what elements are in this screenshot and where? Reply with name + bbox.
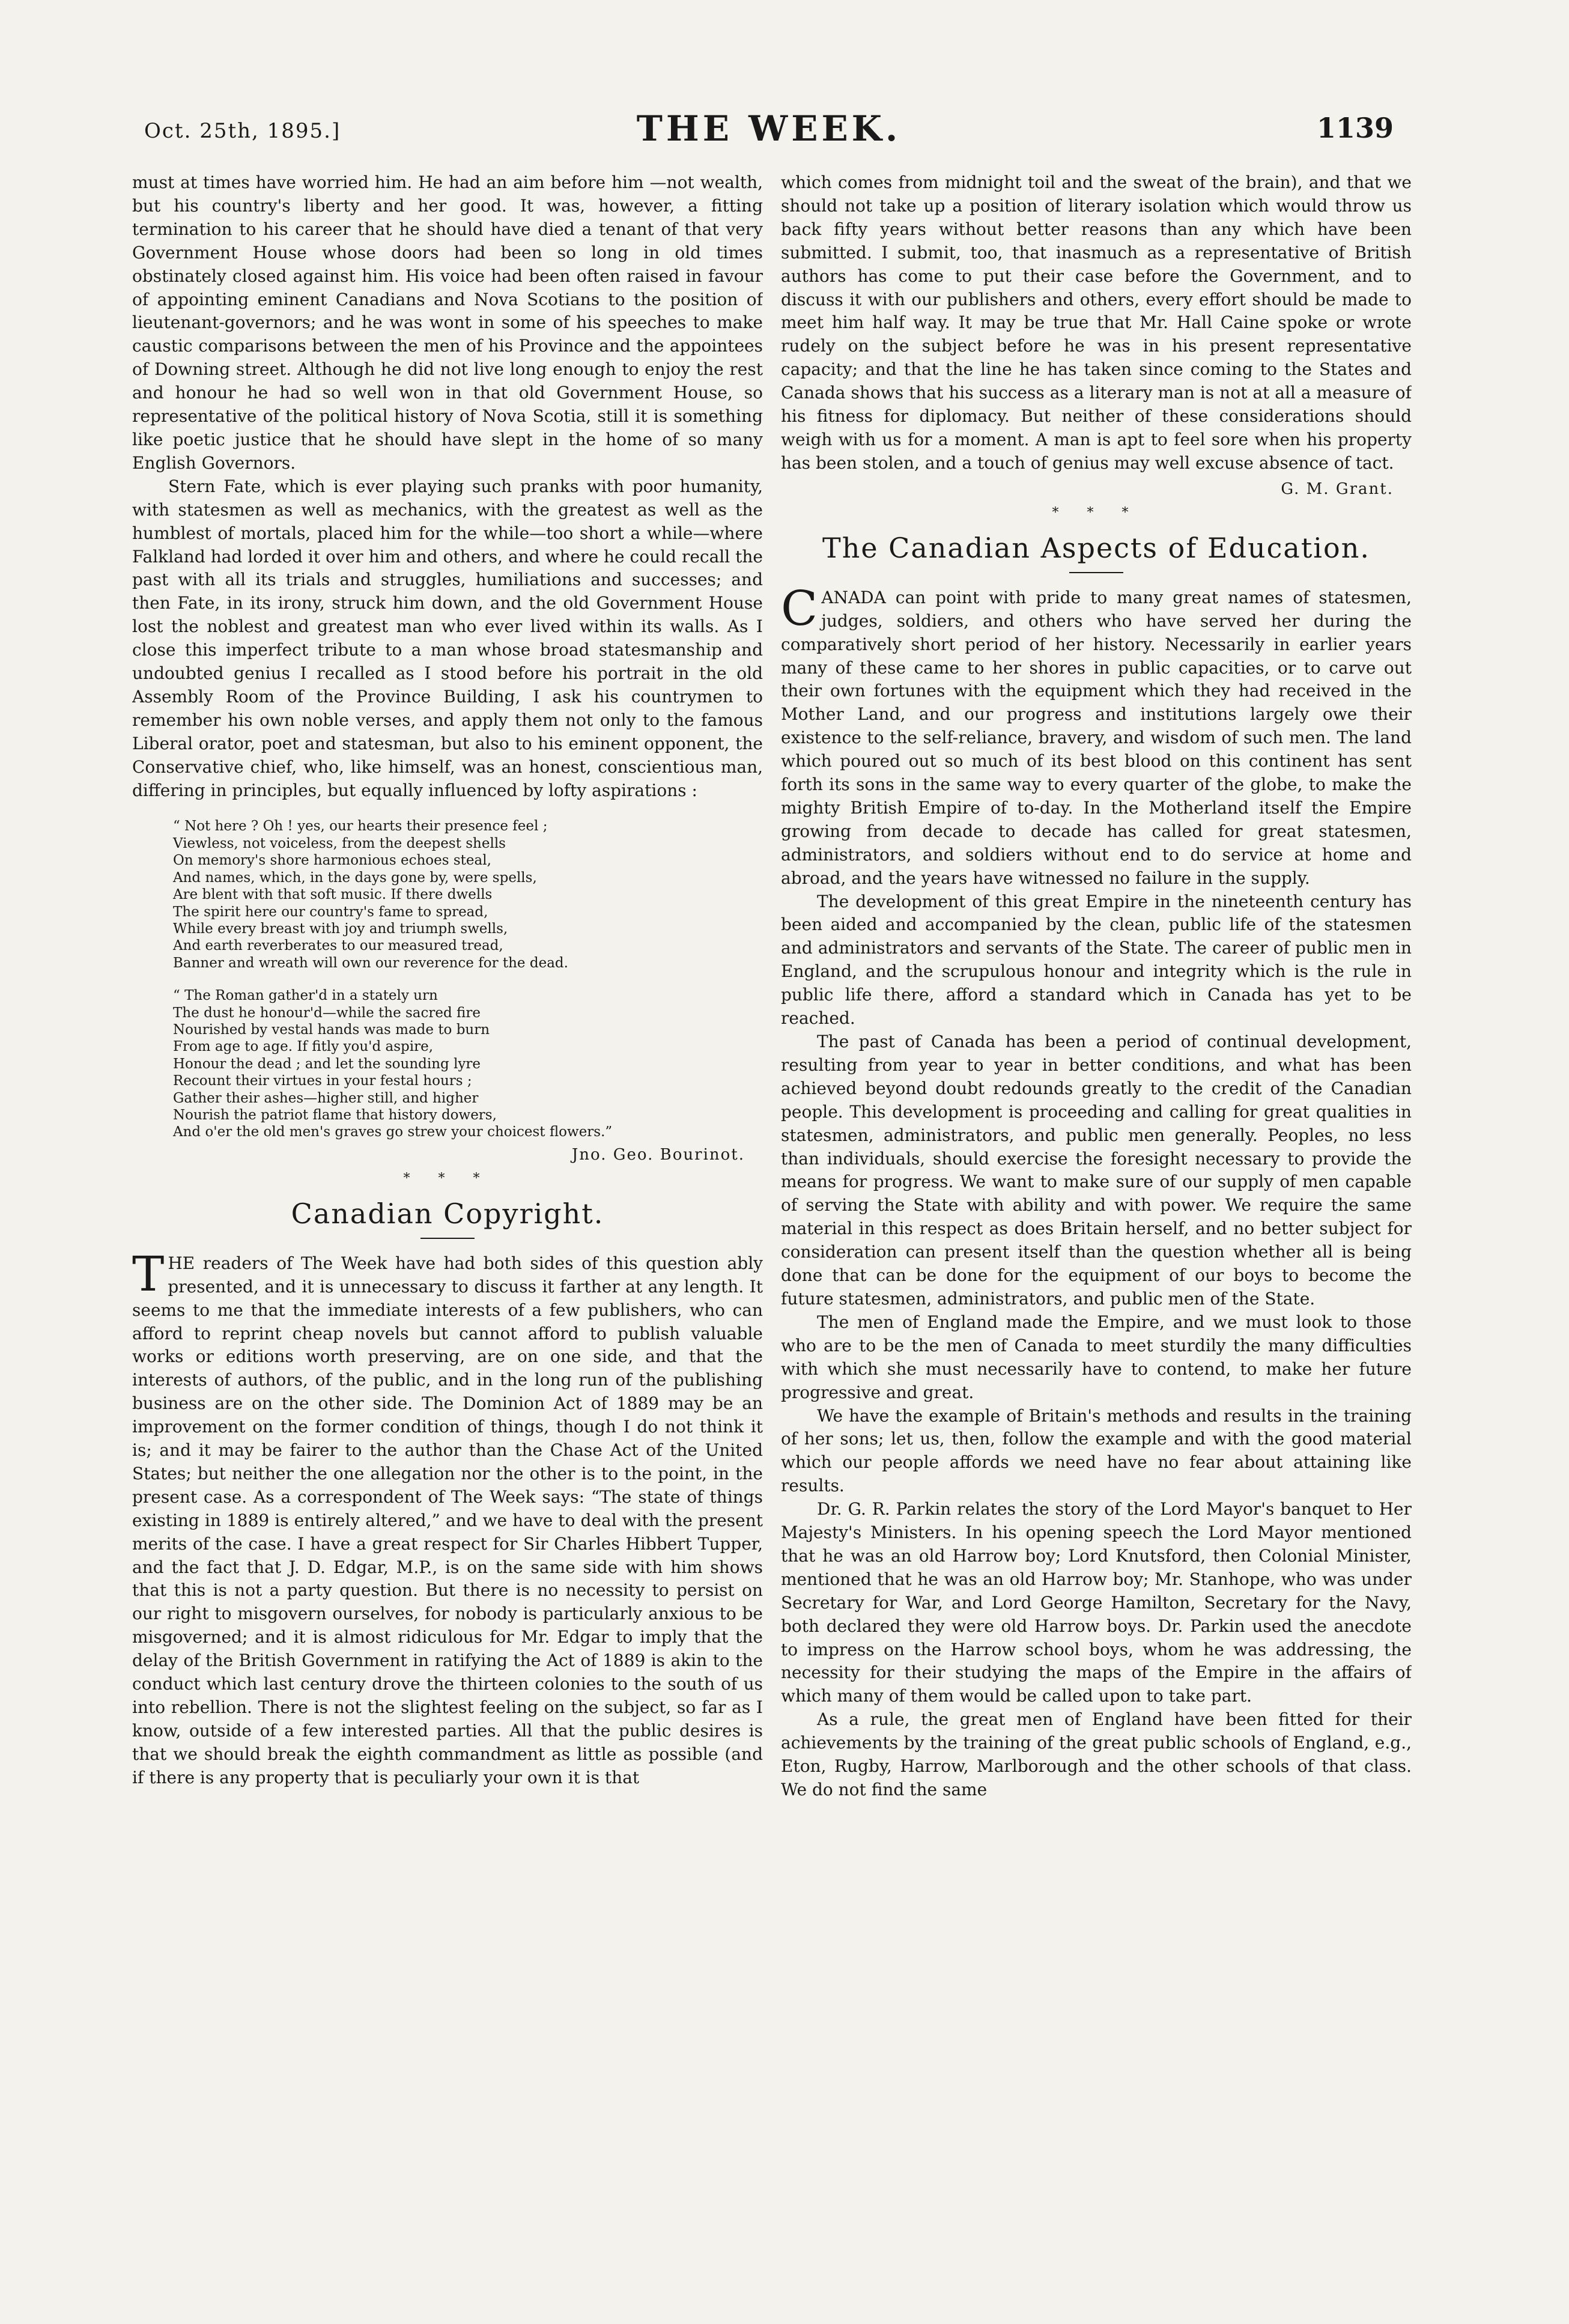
article-paragraph: The development of this great Empire in the nineteenth century has been aided and accompanied by the clean, public life of the statesmen and administrators and servants of the State. The career of public men in England, and the scrupulous honour and integrity which is the rule in public life there, afford a standard which in Canada has yet to be reached. [781, 891, 1412, 1029]
article-heading: Canadian Copyright. [291, 1197, 604, 1230]
article-heading: The Canadian Aspects of Education. [822, 531, 1370, 564]
article-paragraph [781, 580, 1412, 890]
article-paragraph: Dr. G. R. Parkin relates the story of the Lord Mayor's banquet to Her Majesty's Ministers. In his opening speech the Lord Mayor mentioned that he was an old Harrow boy; Lord Knutsford, then Colonial Minister, mentioned that he was an old Harrow boy; Mr. Stanhope, who was under Secretary for War, and Lord George Hamilton, Secretary for the Navy, both declared they were old Harrow boys. Dr. Parkin used the anecdote to impress on the Harrow school boys, whom he was addressing, the necessity for their studying the maps of the Empire in the affairs of which many of them would be called upon to take part. [781, 1499, 1412, 1706]
drop-cap: T [132, 1246, 165, 1302]
article-paragraph [132, 1246, 763, 1790]
article-paragraph: must at times have worried him. He had an aim before him —not wealth, but his country's liberty and her good. It was, however, a fitting termination to his career that he should have died a tenant of that very Government House whose doors had been so long in old times obstinately closed against him. His voice had been often raised in favour of appointing eminent Canadians and Nova Scotians to the position of lieutenant-governors; and he was wont in some of his speeches to make caustic comparisons between the men of his Province and the appointees of Downing street. Although he did not live long enough to enjoy the rest and honour he had so well won in that old Government House, so representative of the political history of Nova Scotia, still it is something like poetic justice that he should have slept in the home of so many English Governors. [132, 172, 763, 473]
right-column [781, 171, 1412, 2310]
issue-date: Oct. 25th, 1895.] [144, 119, 341, 143]
article-paragraph: As a rule, the great men of England have been fitted for their achievements by the training of the great public schools of England, e.g., Eton, Rugby, Harrow, Marlborough and the other schools of that class. We do not find the same [781, 1709, 1412, 1799]
drop-cap: C [781, 580, 818, 636]
poem-stanza: “ Not here ? Oh ! yes, our hearts their presence feel ; Viewless, not voiceless, from the deepest shells On memory's shore harmonious echoes steal, And names, which, in the days gone by, were spells, Are blent with that soft music. If there dwells The spirit here our country's fame to spread, While every breast with joy and triumph swells, And earth reverberates to our measured tread, Banner and wreath will own our reverence for the dead. [173, 818, 568, 971]
article-paragraph: The past of Canada has been a period of continual development, resulting from year to year in better conditions, and what has been achieved beyond doubt redounds greatly to the credit of the Canadian people. This development is proceeding and calling for great qualities in statesmen, administrators, and public men generally. Peoples, no less than individuals, should exercise the foresight necessary to provide the means for progress. We want to make sure of our supply of men capable of serving the State with ability and with power. We require the same material in this respect as does Britain herself, and no better subject for consideration can present itself than the question whether all is being done that can be done for the equipment of our boys to become the future statesmen, administrators, and public men of the State. [781, 1032, 1412, 1309]
author-signature: Jno. Geo. Bourinot. [571, 1145, 745, 1164]
heading-rule [420, 1238, 475, 1239]
left-column [132, 171, 763, 2310]
section-separator: * * * [1052, 505, 1141, 520]
article-paragraph: Stern Fate, which is ever playing such pranks with poor humanity, with statesmen as well as mechanics, with the greatest as well as the humblest of mortals, placed him for the while—too short a while—where Falkland had lorded it over him and others, and where he could recall the past with all its trials and struggles, humiliations and successes; and then Fate, in its irony, struck him down, and the old Government House lost the noblest and greatest man who ever lived within its walls. As I close this imperfect tribute to a man whose broad statesmanship and undoubted genius I recalled as I stood before his portrait in the old Assembly Room of the Province Building, I ask his countrymen to remember his own noble verses, and apply them not only to the famous Liberal orator, poet and statesman, but also to his eminent opponent, the Conservative chief, who, like himself, was an honest, conscientious man, differing in principles, but equally influenced by lofty aspirations : [132, 476, 763, 800]
page-number: 1139 [1316, 112, 1394, 144]
heading-rule [1069, 572, 1123, 573]
page-header [144, 108, 1394, 156]
paragraph-text: HE readers of The Week have had both sides of this question ably presented, and it is unnecessary to discuss it farther at any length. It seems to me that the immediate interests of a few publishers, who can afford to reprint cheap novels but cannot afford to publish valuable works or editions worth preserving, are on one side, and that the interests of authors, of the public, and in the long run of the publishing business are on the other side. The Dominion Act of 1889 may be an improvement on the former condition of things, though I do not think it is; and it may be fairer to the author than the Chase Act of the United States; but neither the one allegation nor the other is to the point, in the present case. As a correspondent of The Week says: “The state of things existing in 1889 is entirely altered,” and we have to deal with the present merits of the case. I have a great respect for Sir Charles Hibbert Tupper, and the fact that J. D. Edgar, M.P., is on the same side with him shows that this is not a party question. But there is no necessity to persist on our right to misgovern ourselves, for nobody is particularly anxious to be misgoverned; and it is almost ridiculous for Mr. Edgar to imply that the delay of the British Government in ratifying the Act of 1889 is akin to the conduct which last century drove the thirteen colonies to the south of us into rebellion. There is not the slightest feeling on the subject, so far as I know, outside of a few interested parties. All that the public desires is that we should break the eighth commandment as little as possible (and if there is any property that is peculiarly your own it is that [132, 1253, 763, 1787]
paragraph-text: ANADA can point with pride to many great names of statesmen, judges, soldiers, and others who have served her during the comparatively short period of her history. Necessarily in earlier years many of these came to her shores in public capacities, or to carve out their own fortunes with the equipment which they had received in the Mother Land, and our progress and institutions largely owe their existence to the self-reliance, bravery, and wisdom of such men. The land which poured out so much of its best blood on this continent has sent forth its sons in the same way to every quarter of the globe, to make the mighty British Empire of to-day. In the Motherland itself the Empire growing from decade to decade has called for great statesmen, administrators, and soldiers without end to do service at home and abroad, and the years have witnessed no failure in the supply. [781, 587, 1412, 888]
article-paragraph: We have the example of Britain's methods and results in the training of her sons; let us, then, follow the example and with the good material which our people affords we need have no fear about attaining like results. [781, 1405, 1412, 1496]
article-paragraph: The men of England made the Empire, and we must look to those who are to be the men of Canada to meet sturdily the many difficulties with which she must necessarily have to contend, to make her future progressive and great. [781, 1312, 1412, 1402]
section-separator: * * * [403, 1170, 492, 1186]
author-signature: G. M. Grant. [1281, 479, 1394, 498]
poem-stanza: “ The Roman gather'd in a stately urn The dust he honour'd—while the sacred fire Nourished by vestal hands was made to burn From age to age. If fitly you'd aspire, Honour the dead ; and let the sounding lyre Recount their virtues in your festal hours ; Gather their ashes—higher still, and higher Nourish the patriot flame that history dowers, And o'er the old men's graves go strew your choicest flowers.” [173, 988, 613, 1140]
masthead-title: THE WEEK. [636, 108, 902, 149]
article-paragraph: which comes from midnight toil and the sweat of the brain), and that we should not take up a position of literary isolation which would throw us back fifty years without better reasons than any which have been submitted. I submit, too, that inasmuch as a representative of British authors has come to put their case before the Government, and to discuss it with our publishers and others, every effort should be made to meet him half way. It may be true that Mr. Hall Caine spoke or wrote rudely on the subject before he was in his present representative capacity; and that the line he has taken since coming to the States and Canada shows that his success as a literary man is not at all a measure of his fitness for diplomacy. But neither of these considerations should weigh with us for a moment. A man is apt to feel sore when his property has been stolen, and a touch of genius may well excuse absence of tact. [781, 172, 1412, 473]
